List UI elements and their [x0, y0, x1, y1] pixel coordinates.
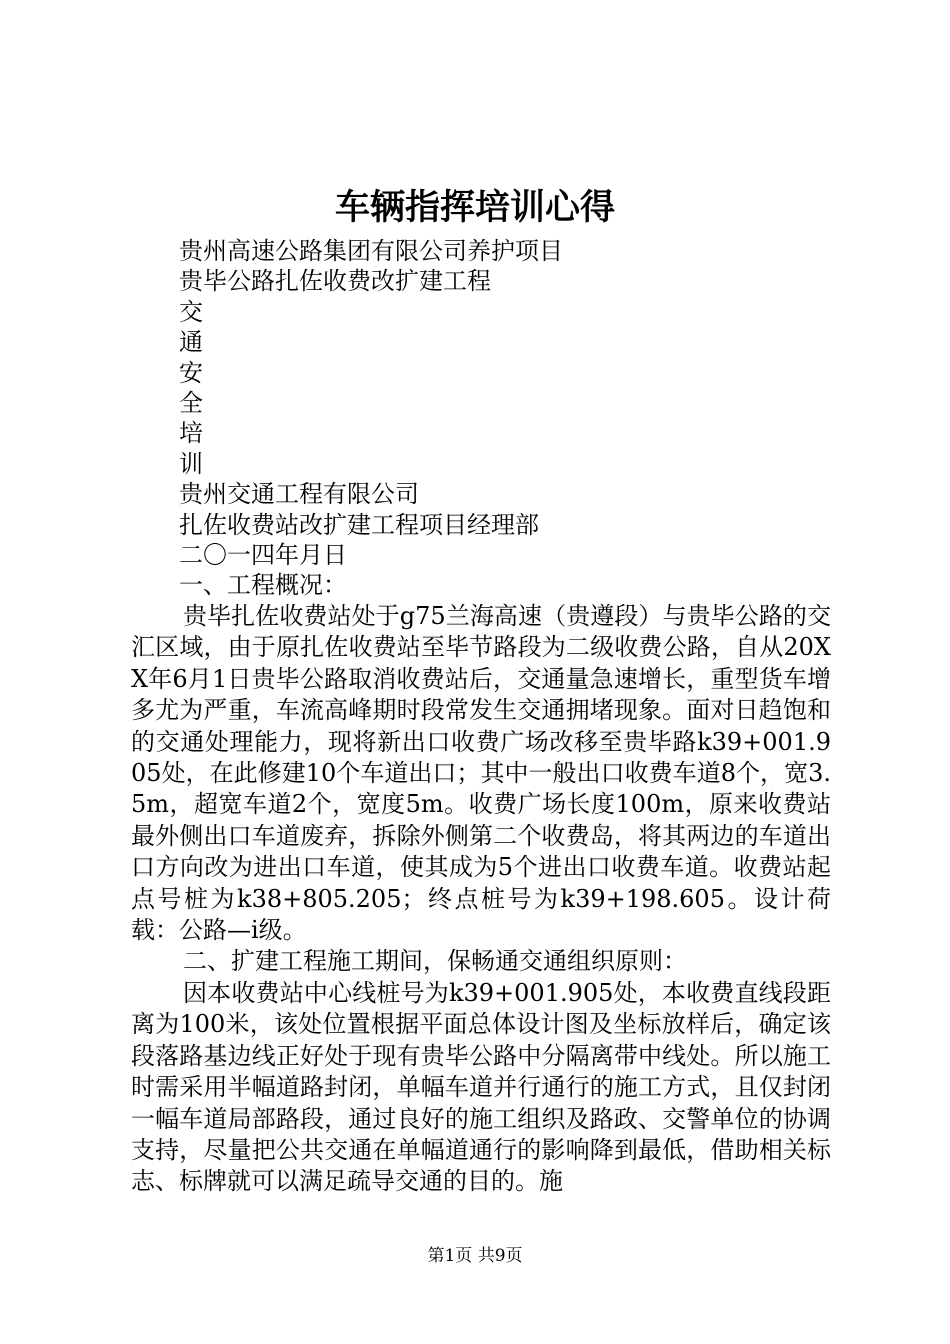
- header-lines: [179, 236, 859, 601]
- header-line-vertical-char: 安: [179, 358, 203, 387]
- header-line-vertical-char: 训: [179, 449, 203, 478]
- header-line-department: 扎佐收费站改扩建工程项目经理部: [179, 510, 539, 539]
- page-title: 车辆指挥培训心得: [334, 187, 615, 228]
- paragraph-project-overview: 贵毕扎佐收费站处于g75兰海高速（贵遵段）与贵毕公路的交汇区域，由于原扎佐收费站至毕节路段为二级收费公路，自从20XX年6月1日贵毕公路取消收费站后，交通量急速增长，重型货车增多尤为严重，车流高峰期时段常发生交通拥堵现象。面对日趋饱和的交通处理能力，现将新出口收费广场改移至贵毕路k39+001.905处，在此修建10个车道出口；其中一般出口收费车道8个，宽3.5m，超宽车道2个，宽度5m。收费广场长度100m，原来收费站最外侧出口车道废弃，拆除外侧第二个收费岛，将其两边的车道出口方向改为进出口车道，使其成为5个进出口收费车道。收费站起点号桩为k38+805.205；终点桩号为k39+198.605。设计荷载：公路—ⅰ级。: [131, 602, 831, 945]
- header-line-org: 贵州高速公路集团有限公司养护项目: [179, 237, 563, 265]
- paragraph-traffic-organization: 因本收费站中心线桩号为k39+001.905处，本收费直线段距离为100米，该处位置根据平面总体设计图及坐标放样后，确定该段落路基边线正好处于现有贵毕公路中分隔离带中线处。所以施工时需采用半幅道路封闭，单幅车道并行通行的施工方式，且仅封闭一幅车道局部路段，通过良好的施工组织及路政、交警单位的协调支持，尽量把公共交通在单幅道通行的影响降到最低，借助相关标志、标牌就可以满足疏导交通的目的。施: [131, 978, 831, 1196]
- header-line-project: 贵毕公路扎佐收费改扩建工程: [179, 267, 491, 296]
- section-heading-overview: 一、工程概况：: [179, 571, 347, 600]
- header-line-company: 贵州交通工程有限公司: [179, 480, 419, 509]
- section-heading-traffic-principles: 二、扩建工程施工期间，保畅通交通组织原则：: [183, 947, 687, 976]
- header-line-vertical-char: 全: [179, 388, 203, 417]
- header-line-date: 二〇一四年月日: [179, 540, 347, 569]
- page-number-footer: 第1页 共9页: [427, 1246, 523, 1266]
- header-line-vertical-char: 通: [179, 328, 203, 357]
- header-line-vertical-char: 交: [179, 297, 203, 326]
- header-line-vertical-char: 培: [179, 419, 203, 448]
- body-text: [131, 601, 831, 1198]
